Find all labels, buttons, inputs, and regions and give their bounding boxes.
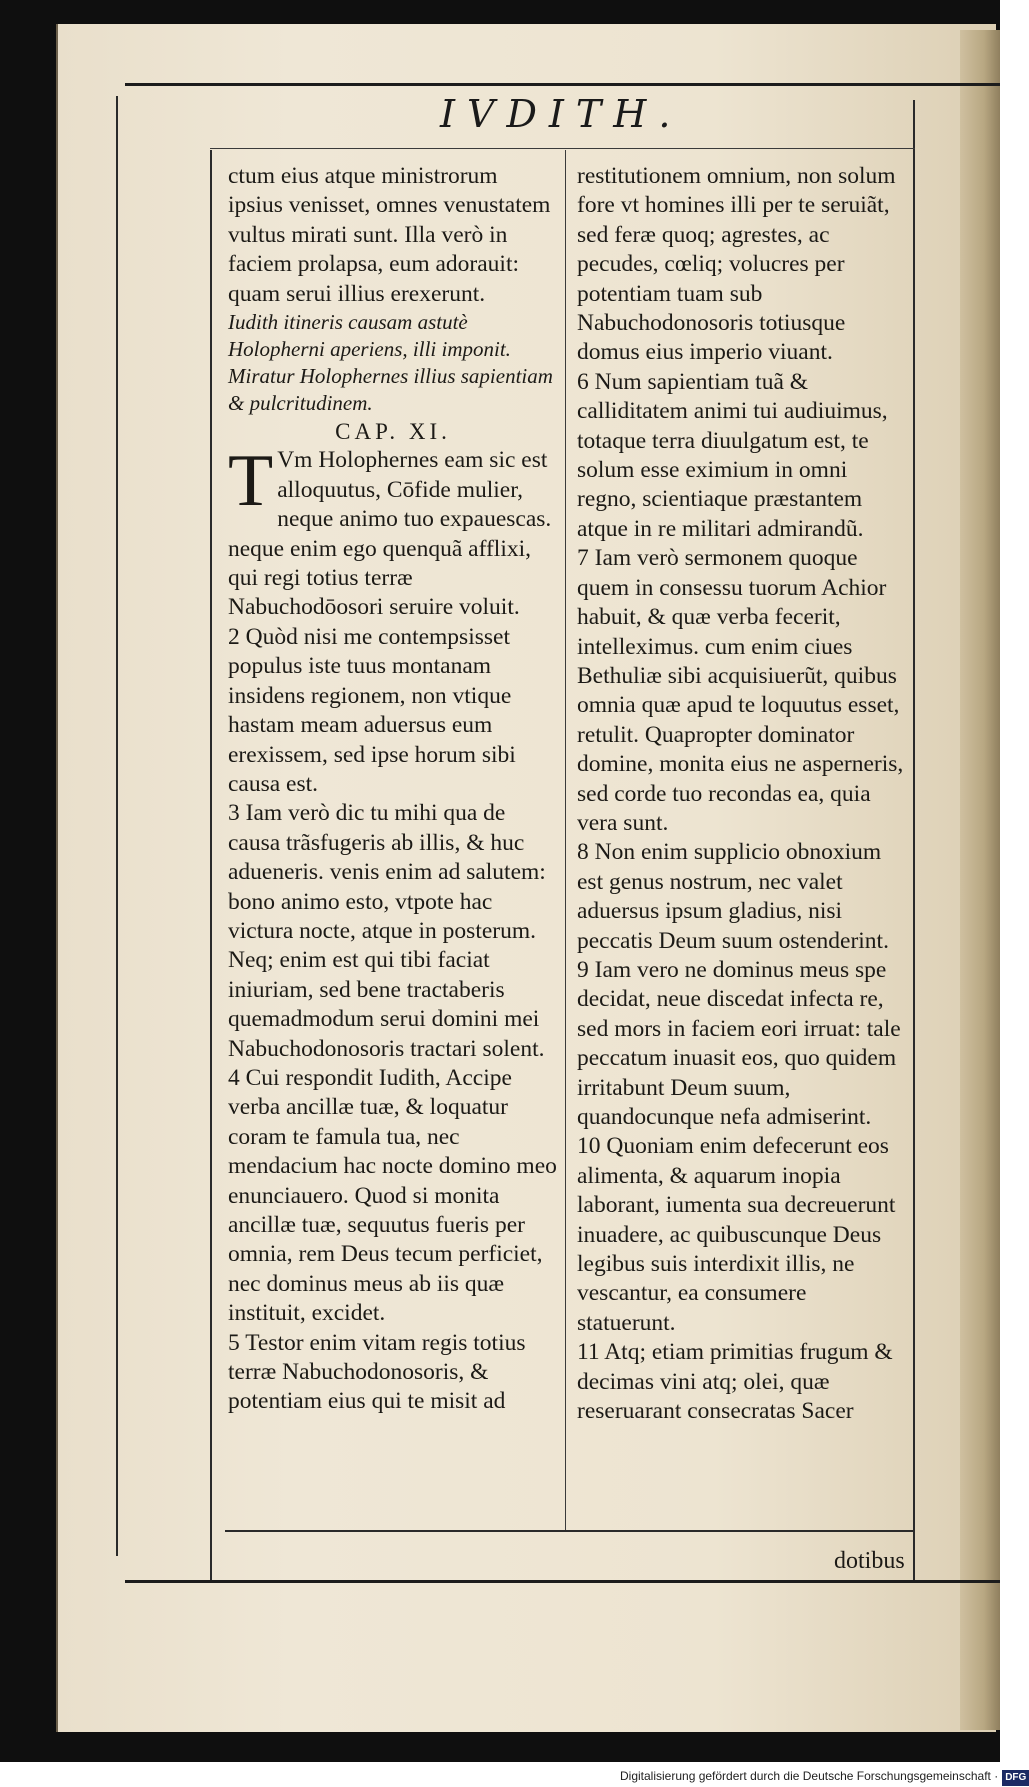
running-head: IVDITH. [440,92,683,136]
verse-3: 3 Iam verò dic tu mihi qua de causa trãsfugeris ab illis, & huc adueneris. venis enim ad salutem: bono animo esto, vtpote hac victura nocte, atque in posterum. Neq; enim est qui tibi faciat iniuriam, sed bene tractaberis quemadmodum serui domini mei Nabuchodonosoris tractari solent. [228,800,546,1062]
frame-right-rule [913,100,915,1580]
chapter-heading: CAP. XI. [335,419,451,445]
page-edge [960,30,1000,1730]
frame-left-rule [210,150,212,1580]
verse-2: 2 Quòd nisi me contempsisset populus iste tuus montanam insidens regionem, non vtique hastam meam aduersus eum erexissem, sed ipse horum sibi causa est. [228,623,516,797]
verse-8: 8 Non enim supplicio obnoxium est genus nostrum, nec valet aduersus ipsum gladius, nisi peccatis Deum suum ostenderint. [577,839,889,954]
footer-text: Digitalisierung gefördert durch die Deutsche Forschungsgemeinschaft · [620,1769,999,1783]
top-rule [125,83,1000,86]
bottom-rule [125,1580,1000,1583]
dfg-logo: DFG [1002,1770,1029,1786]
digitization-footer [620,1768,1027,1786]
verse-4: 4 Cui respondit Iudith, Accipe verba ancillæ tuæ, & loquatur coram te famula tua, nec mendacium hac nocte domino meo enunciauero. Quod si monita ancillæ tuæ, sequutus fueris per omnia, rem Deus tecum perficiet, nec dominus meus ab iis quæ instituit, excidet. [228,1064,557,1327]
frame-head-rule [210,148,915,149]
left-column [228,162,558,1417]
right-column [577,162,907,1426]
catchword: dotibus [834,1548,905,1574]
text-block: ctum eius atque ministrorum ipsius venisset, omnes venustatem vultus mirati sunt. Illa verò in faciem prolapsa, eum adorauit: quam serui illius erexerunt. [228,163,551,307]
verse-7: 7 Iam verò sermonem quoque quem in consessu tuorum Achior habuit, & quæ verba fecerit, intelleximus. cum enim ciues Bethuliæ sibi acquisiuerũt, quibus omnia quæ apud te loquutus esset, retulit. Quapropter dominator domine, monita eius ne asperneris, sed corde tuo recondas ea, quia vera sunt. [577,545,904,836]
chapter-summary: Iudith itineris causam astutè Holopherni aperiens, illi imponit. Miratur Holophernes illius sapientiam & pulcritudinem. [228,310,553,416]
drop-capital: T [228,440,274,523]
outer-left-rule [116,96,118,1556]
frame-foot-rule [225,1530,915,1532]
verse-1: Vm Holophernes eam sic est alloquutus, Cōfide mulier, neque animo tuo expauescas. neque enim ego quenquã afflixi, qui regi totius terræ Nabuchodōosori seruire voluit. [228,447,552,621]
verse-6: 6 Num sapientiam tuã & calliditatem animi tui audiuimus, totaque terra diuulgatum est, te solum esse eximium in omni regno, scientiaque præstantem atque in re militari admirandũ. [577,368,888,542]
verse-11: 11 Atq; etiam primitias frugum & decimas vini atq; olei, quæ reseruarant consecratas Sacer [577,1339,893,1425]
verse-5: 5 Testor enim vitam regis totius terræ Nabuchodonosoris, & potentiam eius qui te misit ad [228,1329,526,1415]
column-divider [565,150,566,1530]
text-block: restitutionem omnium, non solum fore vt homines illi per te seruiãt, sed feræ quoq; agrestes, ac pecudes, cœliq; volucres per potentiam tuam sub Nabuchodonosoris totiusque domus eius imperio viuant. [577,163,896,366]
verse-10: 10 Quoniam enim defecerunt eos alimenta, & aquarum inopia laborant, iumenta sua decreuerunt inuadere, ac quibuscunque Deus legibus suis interdixit illis, ne vescantur, ea consumere statuerunt. [577,1133,896,1336]
verse-9: 9 Iam vero ne dominus meus spe decidat, neue discedat infecta re, sed mors in faciem eori irruat: tale peccatum inuasit eos, quo quidem irritabunt Deum suum, quandocunque nefa admiserint. [577,956,901,1130]
